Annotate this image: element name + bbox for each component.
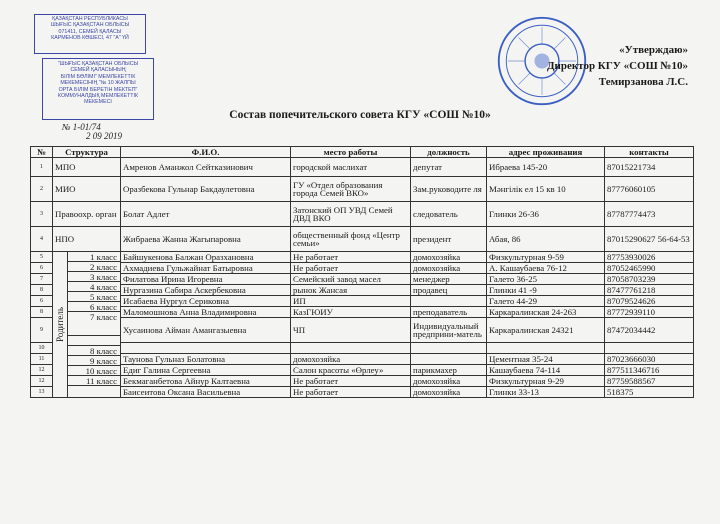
cell-structure: 10 класс	[68, 366, 120, 376]
cell-number: 8	[31, 307, 53, 318]
cell-work: Салон красоты «Өрлеу»	[291, 365, 411, 376]
column-header: место работы	[291, 147, 411, 158]
cell-name	[121, 343, 291, 354]
stamp-line: КОММУНАЛДЫҚ МЕМЛЕКЕТТІК	[57, 93, 139, 100]
cell-address: Физкультурная 9-29	[487, 376, 605, 387]
cell-address: Каркаралинская 24321	[487, 318, 605, 343]
cell-work: общественный фонд «Центр семьи»	[291, 227, 411, 252]
cell-position: Индивидуальный предприни-матель	[411, 318, 487, 343]
cell-address: Глинки 41 -9	[487, 285, 605, 296]
cell-contact: 87058703239	[605, 274, 694, 285]
stamp-top	[34, 14, 146, 54]
cell-number: 2	[31, 177, 53, 202]
column-header: №	[31, 147, 53, 158]
cell-number: 8	[31, 285, 53, 296]
cell-contact: 87023666030	[605, 354, 694, 365]
stamp-line: КАРМЕНОВ КӨШЕСІ, 47 "А" ҮЙ	[51, 35, 129, 42]
column-header: Структура	[53, 147, 121, 158]
cell-address: Глинки 33-13	[487, 387, 605, 398]
cell-work: домохозяйка	[291, 354, 411, 365]
approval-block	[547, 42, 688, 90]
cell-number: 6	[31, 296, 53, 307]
cell-structure: 2 класс	[68, 262, 120, 272]
column-header: адрес проживания	[487, 147, 605, 158]
cell-contact: 87753930026	[605, 252, 694, 263]
cell-contact: 87759588567	[605, 376, 694, 387]
cell-address: Кашаубаева 74-114	[487, 365, 605, 376]
cell-work: Не работает	[291, 387, 411, 398]
cell-name: Таунова Гульназ Болатовна	[121, 354, 291, 365]
registration-number: № 1-01/74	[62, 122, 101, 132]
cell-work: Семейский завод масел	[291, 274, 411, 285]
cell-structure: 4 класс	[68, 282, 120, 292]
cell-position: продавец	[411, 285, 487, 296]
cell-structure: МИО	[53, 177, 121, 202]
cell-address: Каркаралинская 24-263	[487, 307, 605, 318]
cell-number: 6	[31, 263, 53, 274]
cell-contact: 87776060105	[605, 177, 694, 202]
cell-name: Бекмаганбетова Айнур Калтаевна	[121, 376, 291, 387]
cell-address: А. Кашаубаева 76-12	[487, 263, 605, 274]
stamp-line: "ШЫҒЫС ҚАЗАҚСТАН ОБЛЫСЫ	[57, 61, 139, 67]
cell-contact: 877511346716	[605, 365, 694, 376]
cell-number: 3	[31, 202, 53, 227]
cell-number: 13	[31, 387, 53, 398]
document-title: Состав попечительского совета КГУ «СОШ №10»	[229, 109, 491, 121]
cell-address: Цементная 35-24	[487, 354, 605, 365]
column-header: контакты	[605, 147, 694, 158]
council-table	[30, 146, 694, 398]
stamp-line: 071411, СЕМЕЙ ҚАЛАСЫ	[58, 28, 122, 35]
approval-line: Темирзанова Л.С.	[598, 76, 688, 88]
cell-work	[291, 343, 411, 354]
cell-contact: 87015221734	[605, 158, 694, 177]
cell-contact: 87472034442	[605, 318, 694, 343]
cell-structure: Правоохр. орган	[53, 202, 121, 227]
cell-position: менеджер	[411, 274, 487, 285]
cell-address: Физкультурная 9-59	[487, 252, 605, 263]
parents-label: Родитель	[55, 307, 65, 342]
stamp-line: МЕКЕМЕСІНІҢ "№ 10 ЖАЛПЫ	[60, 80, 136, 87]
cell-contact: 87079524626	[605, 296, 694, 307]
table-row	[31, 274, 694, 285]
cell-contact: 518375	[605, 387, 694, 398]
cell-work: КазГЮИУ	[291, 307, 411, 318]
approval-line: «Утверждаю»	[619, 44, 688, 56]
cell-work: Не работает	[291, 263, 411, 274]
table-row	[31, 285, 694, 296]
stamp-line: ОРТА БІЛІМ БЕРЕТІН МЕКТЕП"	[58, 86, 138, 93]
cell-name: Байшукенова Балжан Оразхановна	[121, 252, 291, 263]
cell-structure: НПО	[53, 227, 121, 252]
cell-structure: 8 класс	[68, 346, 120, 356]
stamp-line: МЕКЕМЕСІ	[84, 99, 112, 106]
stamp-line: ҚАЗАҚСТАН РЕСПУБЛИКАСЫ	[52, 16, 128, 22]
cell-contact: 87772939110	[605, 307, 694, 318]
cell-number: 12	[31, 376, 53, 387]
cell-name: Оразбекова Гульнар Бакдаулетовна	[121, 177, 291, 202]
table-header-row	[31, 147, 694, 158]
cell-name: Нургазина Сабира Аскербековна	[121, 285, 291, 296]
cell-work: Не работает	[291, 252, 411, 263]
cell-work: ИП	[291, 296, 411, 307]
cell-position: президент	[411, 227, 487, 252]
stamp-line: БІЛІМ БӨЛІМІ" МЕМЛЕКЕТТІК	[60, 73, 136, 80]
cell-address: Глинки 26-36	[487, 202, 605, 227]
table-row	[31, 263, 694, 274]
cell-structure: 5 класс	[68, 292, 120, 302]
cell-contact: 87015290627 56-64-53	[605, 227, 694, 252]
registration-date: 2 09 2019	[86, 131, 122, 141]
cell-work: рынок Жансая	[291, 285, 411, 296]
cell-contact: 87787774473	[605, 202, 694, 227]
table-row	[31, 177, 694, 202]
table-row	[31, 365, 694, 376]
cell-name: Жибраева Жанна Жагыпаровна	[121, 227, 291, 252]
cell-work: Не работает	[291, 376, 411, 387]
table-row	[31, 387, 694, 398]
cell-contact	[605, 343, 694, 354]
table-row	[31, 307, 694, 318]
cell-position: парикмахер	[411, 365, 487, 376]
stamp-line: СЕМЕЙ ҚАЛАСЫНЫҢ	[70, 67, 126, 74]
table-row	[31, 318, 694, 343]
cell-name: Амренов Аманжол Сейтказинович	[121, 158, 291, 177]
cell-position: домохозяйка	[411, 376, 487, 387]
cell-name: Маломошнова Анна Владимировна	[121, 307, 291, 318]
cell-position	[411, 343, 487, 354]
cell-number: 1	[31, 158, 53, 177]
cell-structure: МПО	[53, 158, 121, 177]
table-row	[31, 296, 694, 307]
cell-contact: 87052465990	[605, 263, 694, 274]
stamp-line: ШЫҒЫС ҚАЗАҚСТАН ОБЛЫСЫ	[50, 22, 130, 29]
cell-structure	[68, 336, 120, 346]
cell-work: Затонский ОП УВД Семей ДВД ВКО	[291, 202, 411, 227]
cell-name: Болат Адлет	[121, 202, 291, 227]
table-row	[31, 354, 694, 365]
cell-address	[487, 343, 605, 354]
table-row	[31, 252, 694, 263]
cell-contact: 87477761218	[605, 285, 694, 296]
cell-name: Баисеитова Оксана Васильевна	[121, 387, 291, 398]
cell-structure: 7 класс	[68, 312, 120, 336]
cell-position: домохозяйка	[411, 252, 487, 263]
cell-position: депутат	[411, 158, 487, 177]
cell-position: домохозяйка	[411, 263, 487, 274]
cell-number: 7	[31, 274, 53, 285]
cell-name: Едиг Галина Сергеевна	[121, 365, 291, 376]
column-header: должность	[411, 147, 487, 158]
cell-structure: 6 класс	[68, 302, 120, 312]
cell-structure: 9 класс	[68, 356, 120, 366]
table-row	[31, 343, 694, 354]
cell-number: 12	[31, 365, 53, 376]
cell-number: 11	[31, 354, 53, 365]
cell-position: преподаватель	[411, 307, 487, 318]
table-row	[31, 376, 694, 387]
cell-address: Абая, 86	[487, 227, 605, 252]
cell-number: 4	[31, 227, 53, 252]
cell-position	[411, 296, 487, 307]
cell-position	[411, 354, 487, 365]
cell-name: Исабаева Нургул Сериковна	[121, 296, 291, 307]
cell-work: ЧП	[291, 318, 411, 343]
cell-structure: 11 класс	[68, 376, 120, 386]
cell-structure: 3 класс	[68, 272, 120, 282]
cell-address: Ибраева 145-20	[487, 158, 605, 177]
cell-name: Филатова Ирина Игоревна	[121, 274, 291, 285]
cell-number: 10	[31, 343, 53, 354]
cell-name: Хусаинова Айман Амангазыевна	[121, 318, 291, 343]
cell-number: 9	[31, 318, 53, 343]
cell-work: ГУ «Отдел образования города Семей ВКО»	[291, 177, 411, 202]
table-row	[31, 227, 694, 252]
table-row	[31, 158, 694, 177]
approval-line: Директор КГУ «СОШ №10»	[546, 60, 688, 72]
cell-address: Галето 36-25	[487, 274, 605, 285]
cell-address: Галето 44-29	[487, 296, 605, 307]
column-header: Ф.И.О.	[121, 147, 291, 158]
cell-address: Мәнгілік ел 15 кв 10	[487, 177, 605, 202]
cell-position: следователь	[411, 202, 487, 227]
table-row	[31, 202, 694, 227]
cell-position: Зам.руководите ля	[411, 177, 487, 202]
cell-position: домохозяйка	[411, 387, 487, 398]
cell-name: Ахмадиева Гульжайнат Батыровна	[121, 263, 291, 274]
cell-structure: 1 класс	[68, 252, 120, 262]
parents-group	[53, 252, 121, 398]
cell-number: 5	[31, 252, 53, 263]
cell-work: городской маслихат	[291, 158, 411, 177]
